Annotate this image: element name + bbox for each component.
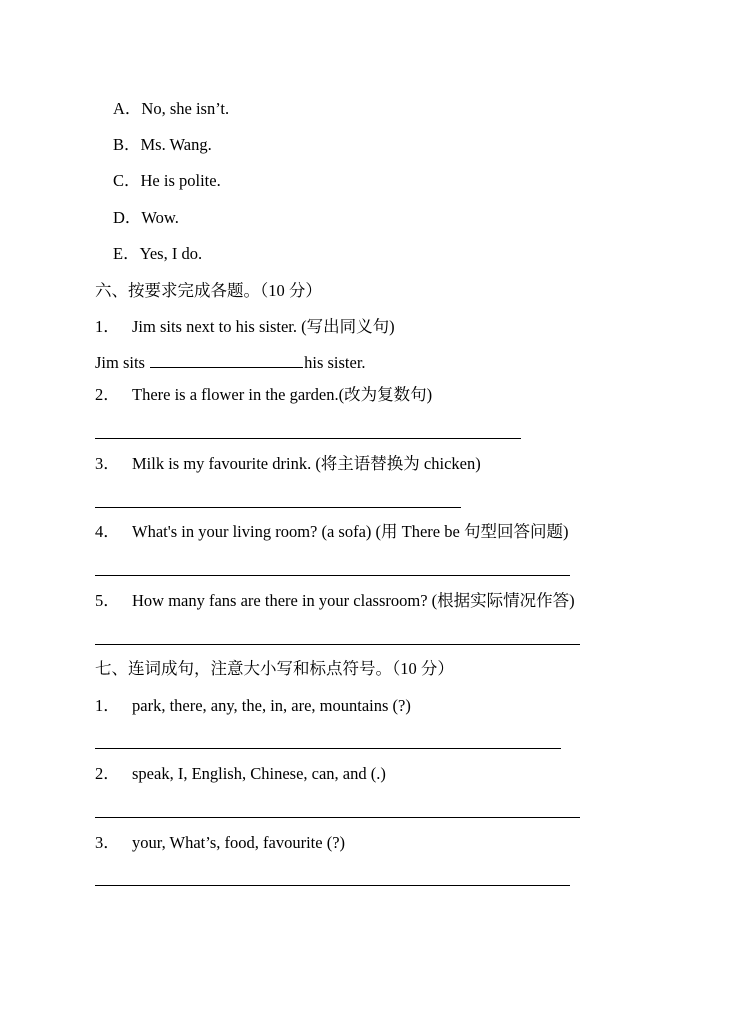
question-text: Milk is my favourite drink. (将主语替换为 chicken) [132,454,481,473]
option-letter: C． [113,171,141,190]
s7-q2-answer-line[interactable] [95,817,580,818]
option-d [113,208,179,228]
option-a [113,99,229,119]
option-letter: A． [113,99,142,118]
option-c [113,171,221,191]
option-b [113,135,212,155]
question-text: your, What’s, food, favourite (?) [132,833,346,852]
question-text: speak, I, English, Chinese, can, and (.) [132,764,386,783]
option-text: No, she isn’t. [141,99,230,118]
s7-q3-answer-line[interactable] [95,885,570,886]
question-number: 5． [95,591,120,610]
question-number: 2． [95,385,120,404]
s7-q1-answer-line[interactable] [95,748,561,749]
answer-prefix: Jim sits [95,353,145,372]
s6-q4-answer-line[interactable] [95,575,570,576]
option-letter: D． [113,208,142,227]
question-text: What's in your living room? (a sofa) (用 There be 句型回答问题) [132,522,569,541]
question-number: 1． [95,696,120,715]
question-number: 4． [95,522,120,541]
s6-q3-answer-line[interactable] [95,507,461,508]
option-letter: E． [113,244,140,263]
question-text: Jim sits next to his sister. (写出同义句) [132,317,395,336]
section-7-title: 七、连词成句，注意大小写和标点符号。（10 分） [95,659,454,678]
option-text: Ms. Wang. [140,135,212,154]
s6-q5-answer-line[interactable] [95,644,580,645]
question-text: park, there, any, the, in, are, mountains (?) [132,696,411,715]
answer-blank[interactable] [150,352,303,368]
section-6-title: 六、按要求完成各题。（10 分） [95,281,322,300]
answer-suffix: his sister. [304,353,366,372]
option-e [113,244,202,264]
option-letter: B． [113,135,141,154]
s6-q2-answer-line[interactable] [95,438,521,439]
option-text: Wow. [141,208,179,227]
option-text: He is polite. [140,171,221,190]
question-number: 3． [95,833,120,852]
question-text: There is a flower in the garden.(改为复数句) [132,385,433,404]
question-number: 2． [95,764,120,783]
question-text: How many fans are there in your classroom? (根据实际情况作答) [132,591,575,610]
option-text: Yes, I do. [139,244,203,263]
s6-q1-answer-line [95,352,366,373]
question-number: 1． [95,317,120,336]
question-number: 3． [95,454,120,473]
